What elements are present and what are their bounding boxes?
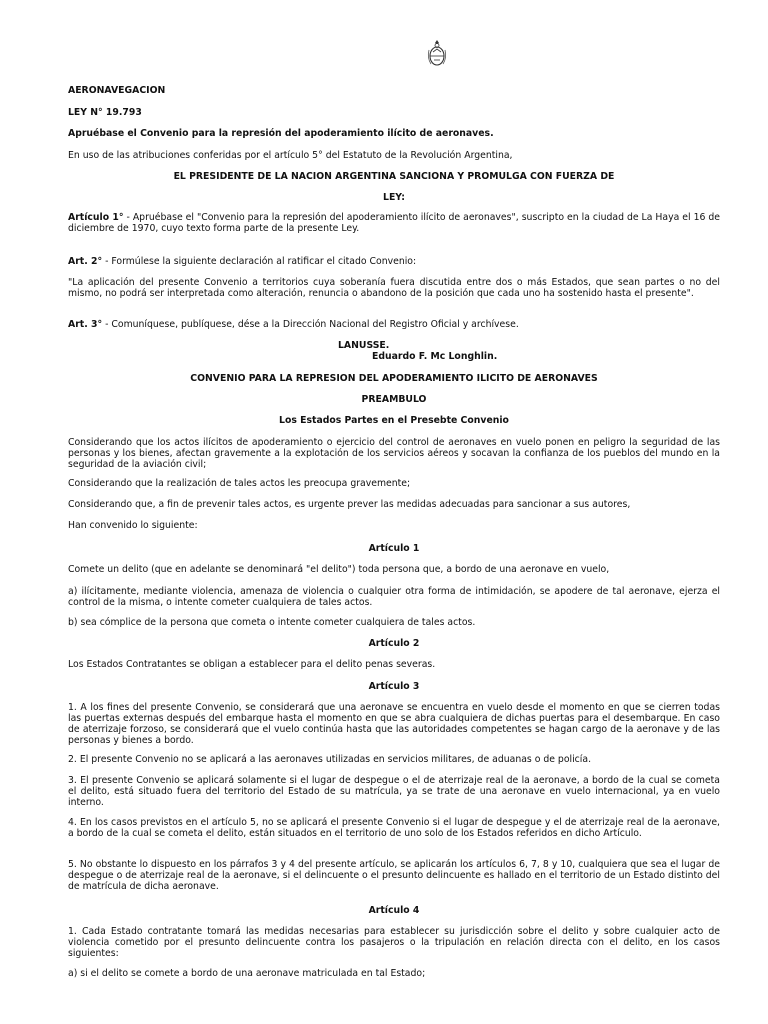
ley-heading: LEY: bbox=[383, 192, 405, 203]
art3-para-5: 5. No obstante lo dispuesto en los párrafos 3 y 4 del presente artículo, se aplicarán los artículos 6, 7, 8 y 10, cualquiera que sea el lugar de despegue o de aterrizaje real de la aeronave, si el delincuente o el presunto delincuente es hallado en el territorio de un Estado distinto del de matrícula de dicha aeronave. bbox=[68, 859, 720, 892]
consideration-4: Han convenido lo siguiente: bbox=[68, 520, 198, 531]
article-3-heading: Artículo 3 bbox=[368, 681, 420, 692]
declaration-quote: "La aplicación del presente Convenio a territorios cuya soberanía fuera discutida entre dos o más Estados, que sean partes o no del mismo, no podrá ser interpretada como alteración, renuncia o abandono de la posición que cada uno ha sostenido hasta el presente". bbox=[68, 277, 720, 299]
consideration-2: Considerando que la realización de tales actos les preocupa gravemente; bbox=[68, 478, 411, 489]
coat-of-arms-icon bbox=[426, 38, 448, 68]
signature-mclonghlin: Eduardo F. Mc Longhlin. bbox=[372, 351, 498, 362]
art1-para-1: Comete un delito (que en adelante se denominará "el delito") toda persona que, a bordo de una aeronave en vuelo, bbox=[68, 564, 610, 575]
art1-para-3: b) sea cómplice de la persona que cometa o intente cometer cualquiera de tales actos. bbox=[68, 617, 476, 628]
article-2: Art. 2° - Formúlese la siguiente declaración al ratificar el citado Convenio: bbox=[68, 256, 417, 267]
article-4-heading: Artículo 4 bbox=[368, 905, 420, 916]
consideration-3: Considerando que, a fin de prevenir tales actos, es urgente prever las medidas adecuadas para sancionar a sus autores, bbox=[68, 499, 631, 510]
law-number: LEY N° 19.793 bbox=[68, 107, 142, 118]
signature-lanusse: LANUSSE. bbox=[338, 340, 390, 351]
parties-heading: Los Estados Partes en el Presebte Convenio bbox=[279, 415, 509, 426]
article-1-heading: Artículo 1 bbox=[368, 543, 420, 554]
article-1: Artículo 1° - Apruébase el "Convenio para la represión del apoderamiento ilícito de aeronaves", suscripto en la ciudad de La Haya el 16 de diciembre de 1970, cuyo texto forma parte de la presente Ley. bbox=[68, 212, 720, 234]
art3-para-1: 1. A los fines del presente Convenio, se considerará que una aeronave se encuentra en vuelo desde el momento en que se cierren todas las puertas externas después del embarque hasta el momento en que se abra cualquiera de dichas puertas para el desembarque. En caso de aterrizaje forzoso, se considerará que el vuelo continúa hasta que las autoridades competentes se hagan cargo de la aeronave y de las personas y bienes a bordo. bbox=[68, 702, 720, 746]
art3-para-3: 3. El presente Convenio se aplicará solamente si el lugar de despegue o el de aterrizaje real de la aeronave, a bordo de la cual se cometa el delito, está situado fuera del territorio del Estado de su matrícula, ya se trate de una aeronave en vuelo internacional, ya en vuelo interno. bbox=[68, 775, 720, 808]
decree-heading: EL PRESIDENTE DE LA NACION ARGENTINA SANCIONA Y PROMULGA CON FUERZA DE bbox=[173, 171, 615, 182]
article-3: Art. 3° - Comuníquese, publíquese, dése a la Dirección Nacional del Registro Oficial y archívese. bbox=[68, 319, 519, 330]
consideration-1: Considerando que los actos ilícitos de apoderamiento o ejercicio del control de aeronaves en vuelo ponen en peligro la seguridad de las personas y los bienes, afectan gravemente a la explotación de los servicios aéreos y socavan la confianza de los pueblos del mundo en la seguridad de la aviación civil; bbox=[68, 437, 720, 470]
convention-title: CONVENIO PARA LA REPRESION DEL APODERAMIENTO ILICITO DE AERONAVES bbox=[190, 373, 598, 384]
preambulo-heading: PREAMBULO bbox=[361, 394, 427, 405]
art2-para-1: Los Estados Contratantes se obligan a establecer para el delito penas severas. bbox=[68, 659, 436, 670]
law-summary: Apruébase el Convenio para la represión del apoderamiento ilícito de aeronaves. bbox=[68, 128, 494, 139]
preamble-line: En uso de las atribuciones conferidas por el artículo 5° del Estatuto de la Revolución Argentina, bbox=[68, 150, 513, 161]
category-heading: AERONAVEGACION bbox=[68, 85, 166, 96]
art3-para-4: 4. En los casos previstos en el artículo 5, no se aplicará el presente Convenio si el lugar de despegue y el de aterrizaje real de la aeronave, a bordo de la cual se cometa el delito, están situados en el territorio de uno solo de los Estados referidos en dicho Artículo. bbox=[68, 817, 720, 839]
art4-para-2: a) si el delito se comete a bordo de una aeronave matriculada en tal Estado; bbox=[68, 968, 426, 979]
article-2-heading: Artículo 2 bbox=[368, 638, 420, 649]
art3-para-2: 2. El presente Convenio no se aplicará a las aeronaves utilizadas en servicios militares, de aduanas o de policía. bbox=[68, 754, 592, 765]
art4-para-1: 1. Cada Estado contratante tomará las medidas necesarias para establecer su jurisdicción sobre el delito y sobre cualquier acto de violencia cometido por el presunto delincuente contra los pasajeros o la tripulación en relación directa con el delito, en los casos siguientes: bbox=[68, 926, 720, 959]
art1-para-2: a) ilícitamente, mediante violencia, amenaza de violencia o cualquier otra forma de intimidación, se apodere de tal aeronave, ejerza el control de la misma, o intente cometer cualquiera de tales actos. bbox=[68, 586, 720, 608]
